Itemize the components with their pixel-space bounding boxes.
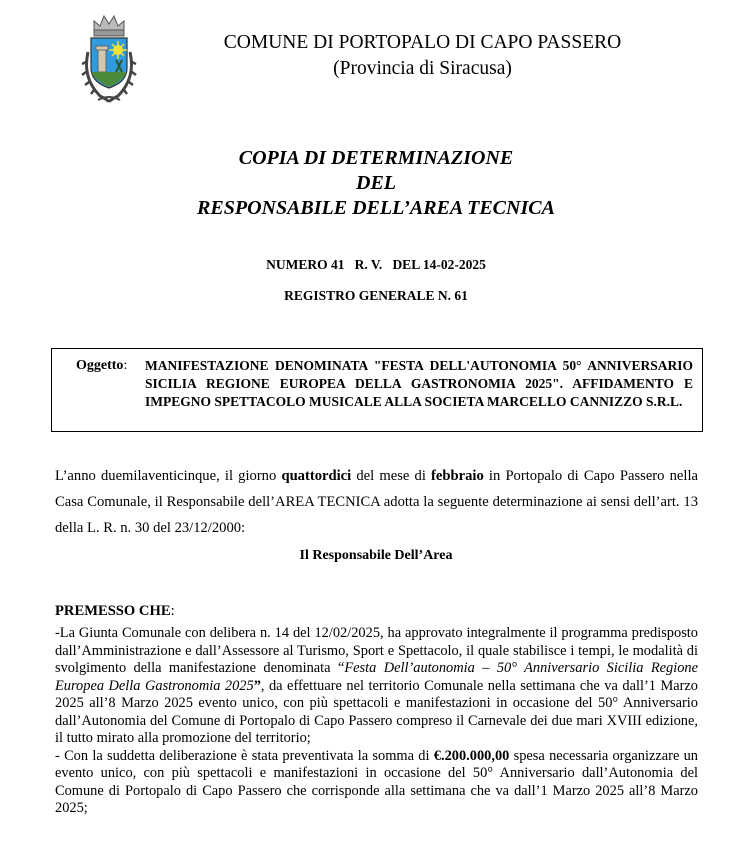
intro-month: febbraio [431,468,484,484]
document-title-line-2: DEL [356,172,396,194]
body-text: spesa necessaria organizzare un evento unico, con più spettacoli e manifestazioni in occasione del 50° Anniversario dall’Autonomia del Comune di Portopalo di Capo Passero che corrisponde alla settimana che va dall’1 Marzo 2025 all’8 Marzo 2025; [55,747,699,816]
body-text: - Con la suddetta deliberazione è stata preventivata la somma di [55,747,434,764]
document-title-line-3: RESPONSABILE DELL’AREA TECNICA [197,197,555,219]
intro-paragraph [55,463,698,541]
coat-of-arms-icon [78,12,140,106]
rv-label: R. V. [354,257,383,272]
premesso-item-2 [55,748,698,818]
responsabile-heading: Il Responsabile Dell’Area [299,548,453,563]
subject-text: MANIFESTAZIONE DENOMINATA "FESTA DELL'AUTONOMIA 50° ANNIVERSARIO SICILIA REGIONE EUROPEA DELLA GASTRONOMIA 2025". AFFIDAMENTO E IMPEGNO SPETTACOLO MUSICALE ALLA SOCIETA MARCELLO CANNIZZO S.R.L. [145,358,693,409]
premesso-heading [55,602,698,620]
premesso-label: PREMESSO CHE [55,603,171,619]
premesso-colon: : [170,603,175,619]
determination-number [100,256,652,274]
general-register: REGISTRO GENERALE N. 61 [284,288,468,303]
event-name: Festa Dell’autonomia – 50° Anniversario Sicilia Regione Europea Della Gastronomia 2025 [55,660,698,694]
province-name: (Provincia di Siracusa) [333,58,512,79]
subject-colon: : [123,358,128,373]
date-label: DEL 14-02-2025 [392,257,486,272]
budget-amount: €.200.000,00 [433,747,510,764]
intro-part: del mese di [351,468,432,484]
subject-label-text: Oggetto [76,358,124,373]
body-text: , da effettuare nel territorio Comunale nella settimana che va dall’1 Marzo 2025 all’8 Marzo 2025 evento unico, con più spettacoli e manifestazioni in occasione del 50° Anniversario dall’Autonomia del Comune di Portopalo di Capo Passero compreso il Carnevale dei due mari XVIII edizione, il tutto mirato alla promozione del territorio; [55,677,699,746]
body-text: -La Giunta Comunale con delibera n. 14 del 12/02/2025, ha approvato integralmente il programma predisposto dall’Amministrazione e dall’Assessore al Turismo, Sport e Spettacolo, il quale stabilisce i tempi, le modalità di svolgimento della manifestazione denominata “ [55,625,698,676]
document-title-line-1: COPIA DI DETERMINAZIONE [238,147,514,169]
intro-part: in Portopalo di Capo Passero nella Casa Comunale, il Responsabile dell’AREA TECNICA adotta la seguente determinazione ai sensi dell’art. 13 della L. R. n. 30 del 23/12/2000: [55,468,698,536]
numero-label: NUMERO 41 [266,257,345,272]
subject-label [76,357,127,375]
municipality-name: COMUNE DI PORTOPALO DI CAPO PASSERO [223,32,622,53]
intro-day: quattordici [281,468,352,484]
intro-part: L’anno duemilaventicinque, il giorno [55,468,282,484]
premesso-item-1 [55,625,698,748]
premesso-body [55,625,698,818]
closing-quote: ” [253,677,261,694]
